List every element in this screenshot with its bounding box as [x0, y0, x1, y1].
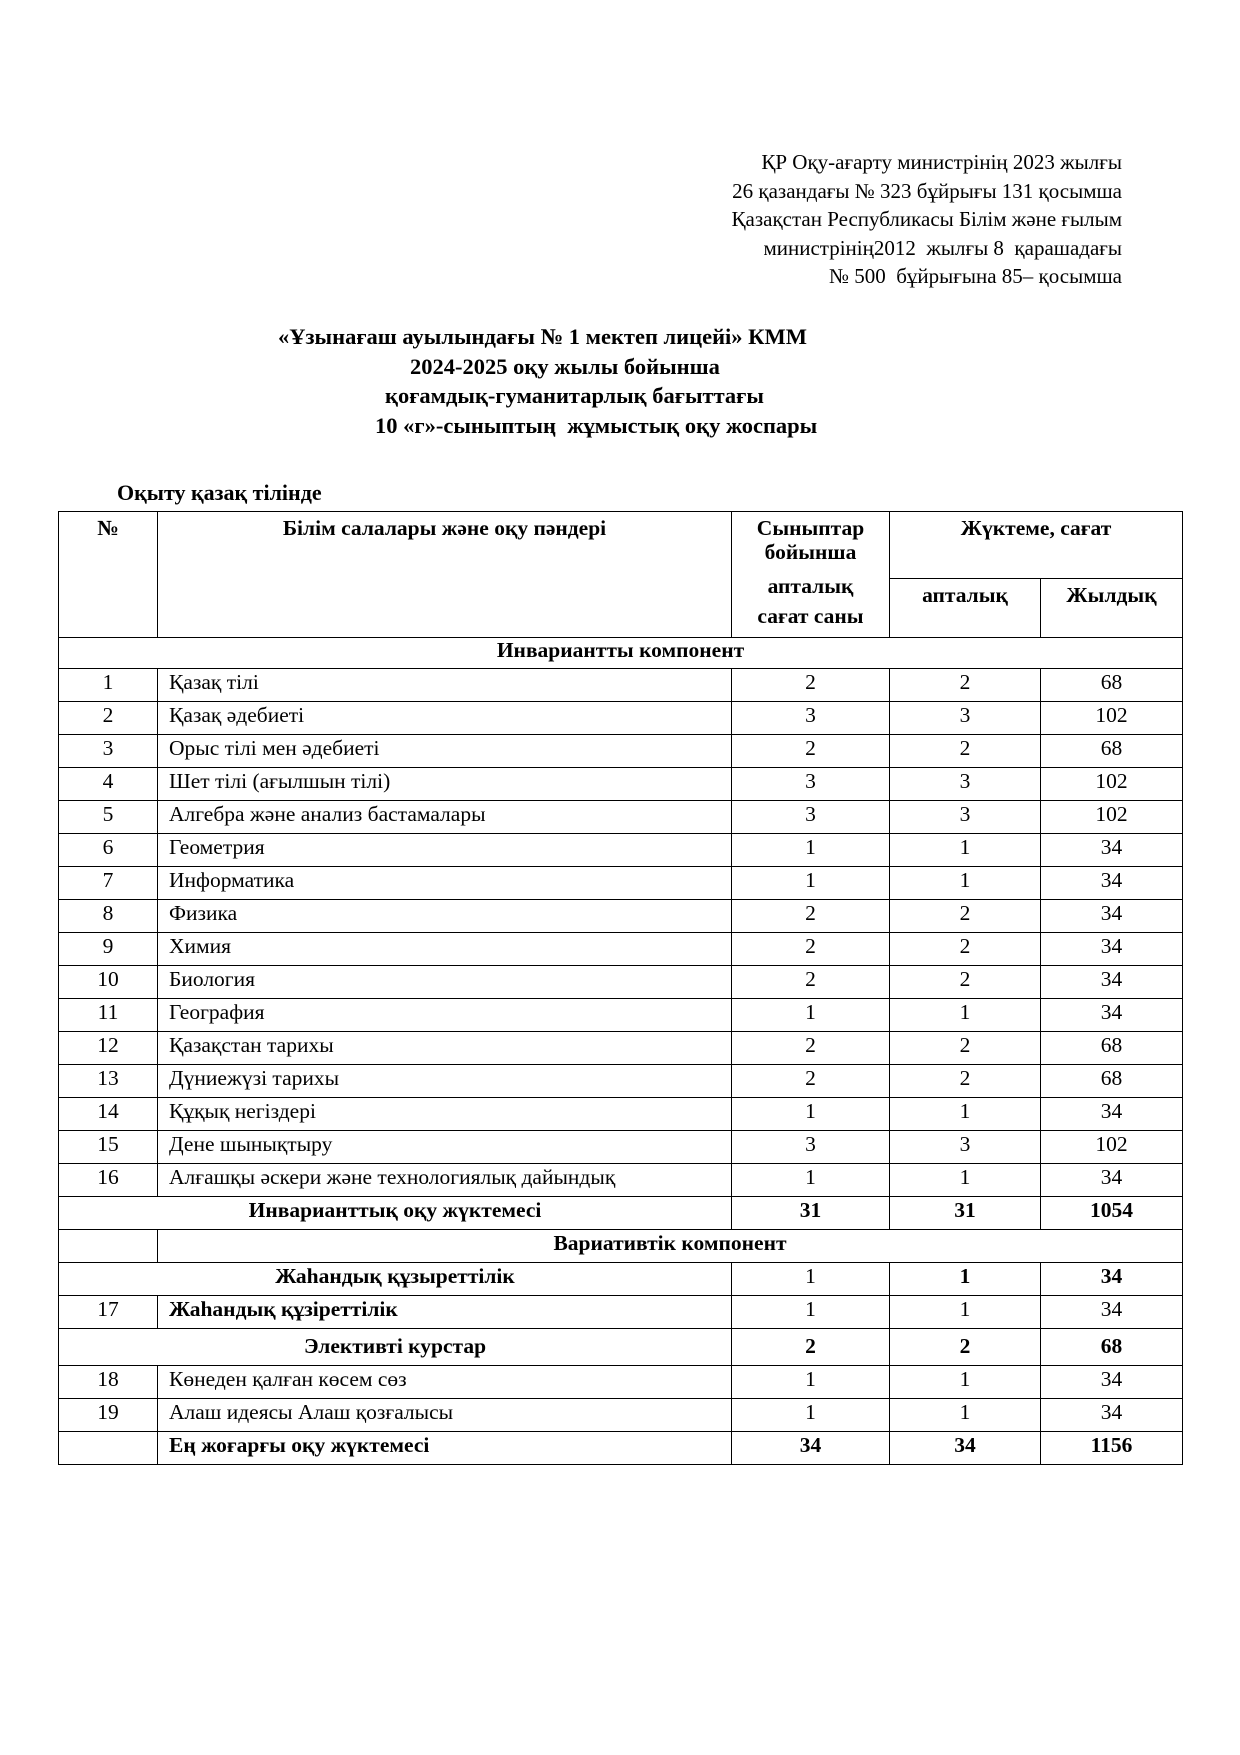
table-row	[59, 966, 1183, 999]
row-yearly: 102	[1041, 702, 1183, 735]
row-no: 17	[59, 1296, 158, 1329]
row-yearly: 34	[1041, 1164, 1183, 1197]
row-class-hours: 3	[732, 768, 890, 801]
table-row	[59, 933, 1183, 966]
row-subject: Алаш идеясы Алаш қозғалысы	[158, 1399, 732, 1432]
max-total-label: Ең жоғарғы оқу жүктемесі	[158, 1432, 732, 1465]
row-no: 18	[59, 1366, 158, 1399]
global-group-weekly: 1	[890, 1263, 1041, 1296]
appendix-line: ҚР Оқу-ағарту министрінің 2023 жылғы	[761, 150, 1122, 174]
title-line: 10 «г»-сыныптың жұмыстық оқу жоспары	[375, 412, 818, 438]
row-no: 13	[59, 1065, 158, 1098]
header-class-hours-line: апталық	[767, 574, 854, 598]
appendix-line: 26 қазандағы № 323 бұйрығы 131 қосымша	[732, 178, 1122, 203]
row-weekly: 2	[890, 933, 1041, 966]
row-subject: Биология	[158, 966, 732, 999]
elective-group-class: 2	[732, 1329, 890, 1366]
title-line: 2024-2025 оқу жылы бойынша	[410, 353, 720, 379]
row-subject: Физика	[158, 900, 732, 933]
appendix-line: Қазақстан Республикасы Білім және ғылым	[731, 207, 1122, 231]
row-class-hours: 2	[732, 735, 890, 768]
row-weekly: 2	[890, 735, 1041, 768]
row-class-hours: 1	[732, 867, 890, 900]
row-subject: География	[158, 999, 732, 1032]
row-yearly: 34	[1041, 1098, 1183, 1131]
table-row	[59, 1366, 1183, 1399]
row-weekly: 3	[890, 768, 1041, 801]
table-row	[59, 834, 1183, 867]
row-subject: Жаһандық құзіреттілік	[158, 1296, 732, 1329]
row-yearly: 34	[1041, 999, 1183, 1032]
title-line: «Ұзынағаш ауылындағы № 1 мектеп лицейі» КММ	[278, 324, 807, 349]
table-row	[59, 1131, 1183, 1164]
global-group-label: Жаһандық құзыреттілік	[59, 1263, 732, 1296]
global-group-yearly: 34	[1041, 1263, 1183, 1296]
row-weekly: 3	[890, 801, 1041, 834]
header-subjects: Білім салалары және оқу пәндері	[158, 512, 732, 638]
row-class-hours: 1	[732, 1296, 890, 1329]
row-yearly: 34	[1041, 1366, 1183, 1399]
row-class-hours: 1	[732, 1164, 890, 1197]
row-yearly: 68	[1041, 669, 1183, 702]
table-row	[59, 801, 1183, 834]
row-subject: Алғашқы әскери және технологиялық дайындық	[158, 1164, 732, 1197]
row-weekly: 2	[890, 1032, 1041, 1065]
row-no: 10	[59, 966, 158, 999]
row-no: 1	[59, 669, 158, 702]
header-no: №	[59, 512, 158, 638]
row-weekly: 1	[890, 999, 1041, 1032]
table-row	[59, 1032, 1183, 1065]
appendix-line: министрінің2012 жылғы 8 қарашадағы	[763, 235, 1122, 260]
header-class-hours-line: Сыныптар	[756, 516, 865, 540]
table-row	[59, 669, 1183, 702]
row-class-hours: 2	[732, 966, 890, 999]
row-no: 7	[59, 867, 158, 900]
row-subject: Құқық негіздері	[158, 1098, 732, 1131]
header-class-hours-line: сағат саны	[757, 604, 864, 628]
max-total-class: 34	[732, 1432, 890, 1465]
row-subject: Алгебра және анализ бастамалары	[158, 801, 732, 834]
header-yearly: Жылдық	[1041, 579, 1183, 638]
row-class-hours: 3	[732, 801, 890, 834]
curriculum-table	[58, 511, 1183, 1465]
row-subject: Орыс тілі мен әдебиеті	[158, 735, 732, 768]
row-weekly: 2	[890, 966, 1041, 999]
table-row	[59, 867, 1183, 900]
table-row	[59, 702, 1183, 735]
row-no: 5	[59, 801, 158, 834]
invariant-section-title: Инвариантты компонент	[59, 638, 1183, 669]
row-class-hours: 1	[732, 1399, 890, 1432]
row-yearly: 34	[1041, 1296, 1183, 1329]
elective-group-yearly: 68	[1041, 1329, 1183, 1366]
row-no: 19	[59, 1399, 158, 1432]
row-weekly: 2	[890, 1065, 1041, 1098]
row-no: 2	[59, 702, 158, 735]
row-weekly: 1	[890, 834, 1041, 867]
empty-cell	[59, 1230, 158, 1263]
row-yearly: 34	[1041, 834, 1183, 867]
global-group-row	[59, 1263, 1183, 1296]
row-no: 6	[59, 834, 158, 867]
row-no: 12	[59, 1032, 158, 1065]
table-row	[59, 1399, 1183, 1432]
row-weekly: 3	[890, 1131, 1041, 1164]
table-row	[59, 1065, 1183, 1098]
row-subject: Геометрия	[158, 834, 732, 867]
row-weekly: 1	[890, 1366, 1041, 1399]
row-no: 4	[59, 768, 158, 801]
row-yearly: 68	[1041, 1065, 1183, 1098]
language-label: Оқыту қазақ тілінде	[117, 480, 322, 505]
title-line: қоғамдық-гуманитарлық бағыттағы	[385, 383, 764, 408]
row-class-hours: 1	[732, 1098, 890, 1131]
elective-rows	[59, 1366, 1183, 1432]
row-no: 11	[59, 999, 158, 1032]
appendix-note	[732, 148, 1123, 291]
row-no: 8	[59, 900, 158, 933]
document-title	[0, 322, 1240, 440]
row-no: 9	[59, 933, 158, 966]
max-total-weekly: 34	[890, 1432, 1041, 1465]
row-weekly: 1	[890, 867, 1041, 900]
row-subject: Информатика	[158, 867, 732, 900]
header-weekly: апталық	[890, 579, 1041, 638]
section-row	[59, 638, 1183, 669]
empty-cell	[59, 1432, 158, 1465]
row-yearly: 34	[1041, 1399, 1183, 1432]
table-header-row	[59, 512, 1183, 579]
row-subject: Химия	[158, 933, 732, 966]
elective-group-weekly: 2	[890, 1329, 1041, 1366]
row-class-hours: 2	[732, 669, 890, 702]
row-weekly: 2	[890, 669, 1041, 702]
row-weekly: 2	[890, 900, 1041, 933]
invariant-total-row	[59, 1197, 1183, 1230]
invariant-total-weekly: 31	[890, 1197, 1041, 1230]
row-yearly: 68	[1041, 1032, 1183, 1065]
row-yearly: 102	[1041, 1131, 1183, 1164]
header-load: Жүктеме, сағат	[890, 512, 1183, 579]
row-class-hours: 1	[732, 1366, 890, 1399]
invariant-total-class: 31	[732, 1197, 890, 1230]
row-weekly: 1	[890, 1098, 1041, 1131]
row-weekly: 1	[890, 1399, 1041, 1432]
header-class-hours-line: бойынша	[764, 540, 857, 564]
row-no: 14	[59, 1098, 158, 1131]
variative-section-title: Вариативтік компонент	[158, 1230, 1183, 1263]
row-class-hours: 2	[732, 1065, 890, 1098]
invariant-total-yearly: 1054	[1041, 1197, 1183, 1230]
elective-group-label: Элективті курстар	[59, 1329, 732, 1366]
elective-group-row	[59, 1329, 1183, 1366]
section-row	[59, 1230, 1183, 1263]
row-yearly: 102	[1041, 801, 1183, 834]
row-subject: Дүниежүзі тарихы	[158, 1065, 732, 1098]
row-no: 16	[59, 1164, 158, 1197]
row-class-hours: 3	[732, 1131, 890, 1164]
row-no: 3	[59, 735, 158, 768]
row-class-hours: 1	[732, 834, 890, 867]
row-subject: Қазақ тілі	[158, 669, 732, 702]
global-group-class: 1	[732, 1263, 890, 1296]
table-row	[59, 1164, 1183, 1197]
max-total-row	[59, 1432, 1183, 1465]
table-row	[59, 1098, 1183, 1131]
row-yearly: 34	[1041, 900, 1183, 933]
row-yearly: 34	[1041, 933, 1183, 966]
row-yearly: 102	[1041, 768, 1183, 801]
table-row	[59, 735, 1183, 768]
row-yearly: 34	[1041, 867, 1183, 900]
row-no: 15	[59, 1131, 158, 1164]
row-class-hours: 2	[732, 933, 890, 966]
row-subject: Дене шынықтыру	[158, 1131, 732, 1164]
row-yearly: 34	[1041, 966, 1183, 999]
row-weekly: 1	[890, 1296, 1041, 1329]
header-class-hours	[732, 512, 890, 638]
row-yearly: 68	[1041, 735, 1183, 768]
row-class-hours: 1	[732, 999, 890, 1032]
max-total-yearly: 1156	[1041, 1432, 1183, 1465]
row-class-hours: 3	[732, 702, 890, 735]
table-row	[59, 1296, 1183, 1329]
row-subject: Шет тілі (ағылшын тілі)	[158, 768, 732, 801]
invariant-total-label: Инварианттық оқу жүктемесі	[59, 1197, 732, 1230]
invariant-rows	[59, 669, 1183, 1197]
row-weekly: 1	[890, 1164, 1041, 1197]
row-class-hours: 2	[732, 900, 890, 933]
table-row	[59, 768, 1183, 801]
row-subject: Қазақ әдебиеті	[158, 702, 732, 735]
row-subject: Көнеден қалған көсем сөз	[158, 1366, 732, 1399]
row-weekly: 3	[890, 702, 1041, 735]
table-row	[59, 999, 1183, 1032]
table-row	[59, 900, 1183, 933]
appendix-line: № 500 бұйрығына 85– қосымша	[828, 264, 1122, 288]
row-subject: Қазақстан тарихы	[158, 1032, 732, 1065]
row-class-hours: 2	[732, 1032, 890, 1065]
